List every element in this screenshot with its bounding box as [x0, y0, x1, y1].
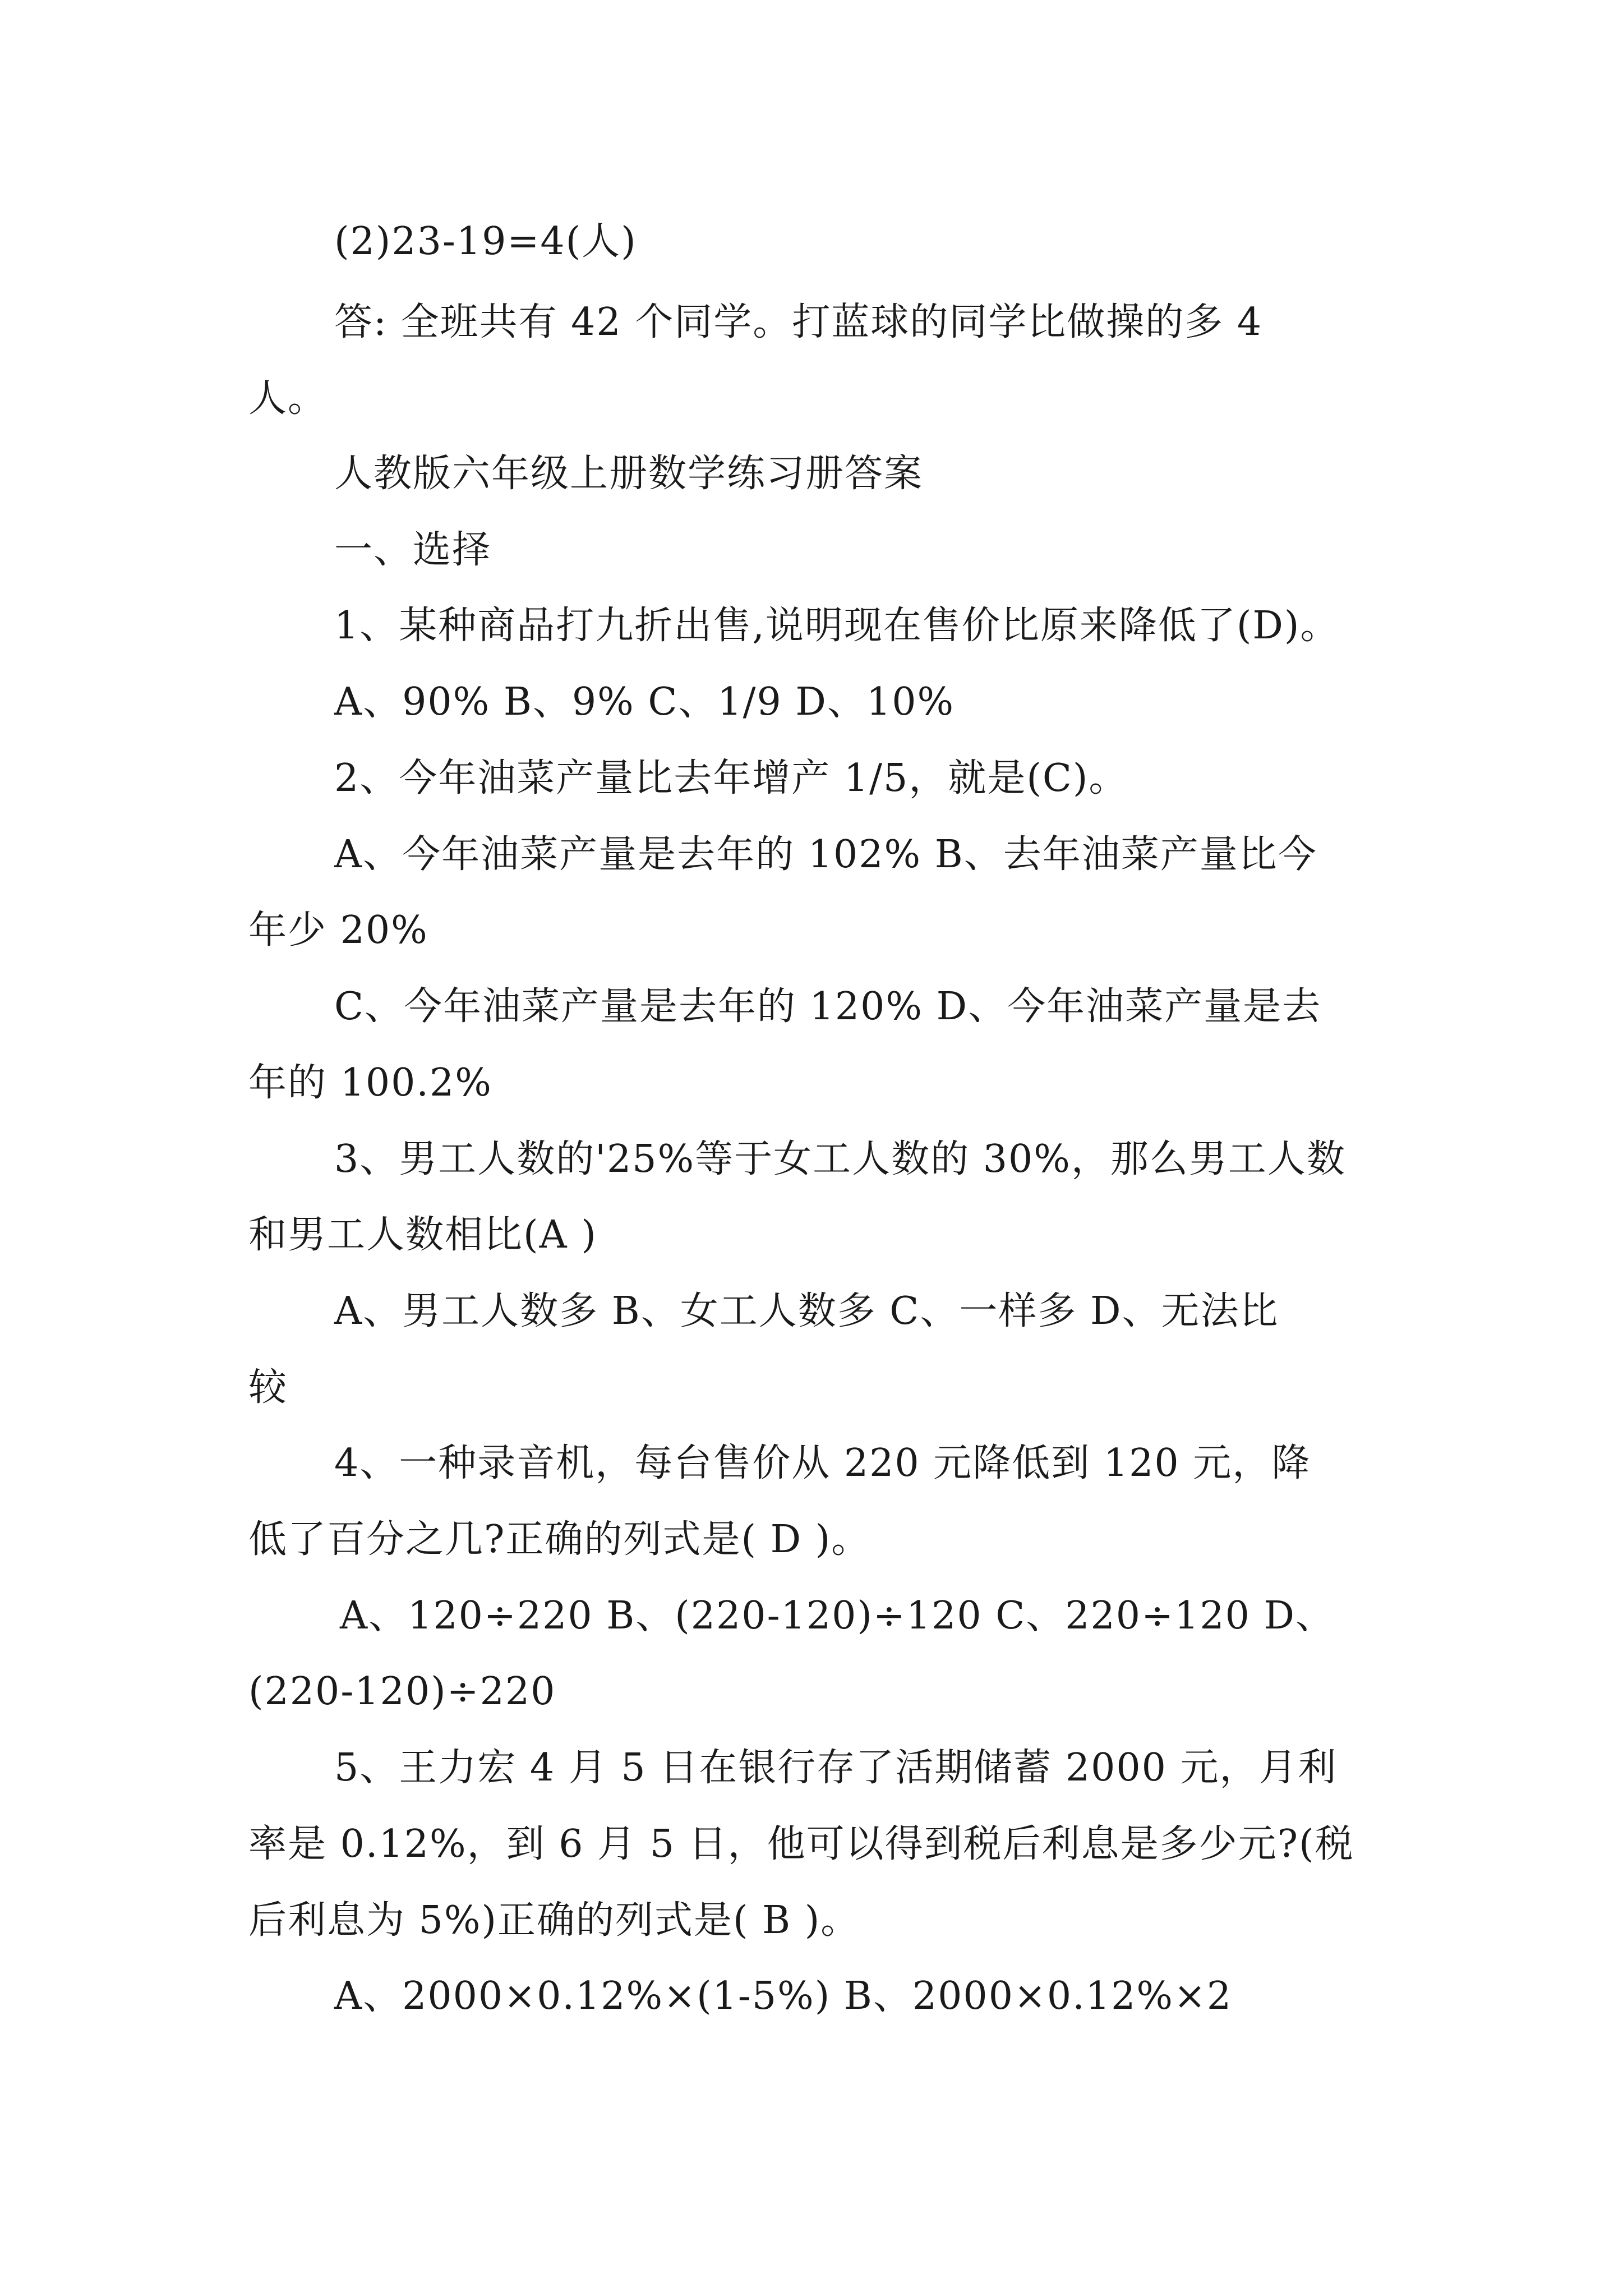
question-1-options: A、90% B、9% C、1/9 D、10% — [334, 680, 955, 724]
question-2-options-c: C、今年油菜产量是去年的 120% D、今年油菜产量是去 — [334, 984, 1322, 1029]
question-3: 3、男工人数的'25%等于女工人数的 30%，那么男工人数 — [334, 1137, 1346, 1181]
question-3-options-cont: 较 — [248, 1365, 288, 1410]
question-5: 5、王力宏 4 月 5 日在银行存了活期储蓄 2000 元，月利 — [334, 1746, 1338, 1790]
question-3-options: A、男工人数多 B、女工人数多 C、一样多 D、无法比 — [334, 1289, 1279, 1333]
question-3-cont: 和男工人数相比(A ) — [248, 1213, 597, 1257]
question-4-options: A、120÷220 B、(220-120)÷120 C、220÷120 D、 — [340, 1594, 1335, 1638]
text-line-answer: 答: 全班共有 42 个同学。打蓝球的同学比做操的多 4 — [334, 300, 1263, 344]
text-line-answer-cont: 人。 — [248, 376, 328, 421]
text-line-calc-2: (2)23-19=4(人) — [334, 219, 637, 264]
question-5-cont-1: 率是 0.12%，到 6 月 5 日，他可以得到税后利息是多少元?(税 — [248, 1822, 1354, 1866]
question-2: 2、今年油菜产量比去年增产 1/5，就是(C)。 — [334, 756, 1128, 800]
question-1: 1、某种商品打九折出售,说明现在售价比原来降低了(D)。 — [334, 604, 1340, 648]
question-4-options-cont: (220-120)÷220 — [248, 1669, 556, 1714]
question-2-options-a-cont: 年少 20% — [248, 908, 428, 953]
section-heading-choice: 一、选择 — [334, 528, 492, 572]
section-title: 人教版六年级上册数学练习册答案 — [334, 452, 924, 496]
question-5-cont-2: 后利息为 5%)正确的列式是( B )。 — [248, 1898, 860, 1943]
question-4-cont: 低了百分之几?正确的列式是( D )。 — [248, 1517, 871, 1562]
question-4: 4、一种录音机，每台售价从 220 元降低到 120 元，降 — [334, 1441, 1311, 1485]
question-2-options-a: A、今年油菜产量是去年的 102% B、去年油菜产量比今 — [334, 832, 1317, 877]
question-5-options: A、2000×0.12%×(1-5%) B、2000×0.12%×2 — [334, 1974, 1233, 2018]
question-2-options-c-cont: 年的 100.2% — [248, 1061, 492, 1105]
